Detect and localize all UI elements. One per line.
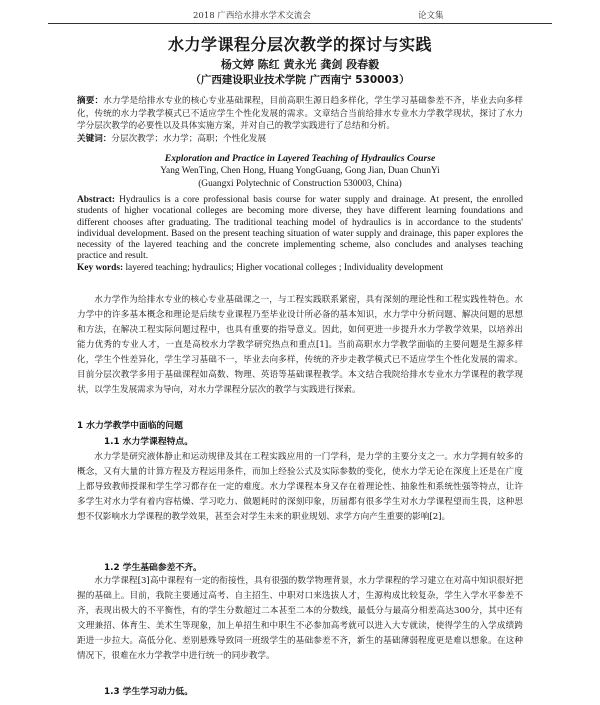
subsection-1-1 xyxy=(77,450,523,525)
paragraph-1-2: 水力学课程[3]高中课程有一定的衔接性，具有很强的数学物理背景，水力学课程的学习建立在对高中知识很好把握的基础上。目前，我院主要通过高考、自主招生、中职对口来选拔人才，生源构成比较复杂，学生入学水平参差不齐，表现出极大的不平衡性，有的学生分数超过二本甚至二本的分数线，最低分与最高分相差高达300分，其中还有文理兼招、体育生、美术生等现象，加上单招生和中职生不必参加高考就可以进入大专就读，使得学生的入学成绩跨距进一步拉大。高低分化、差别悬殊导致同一班级学生的基础参差不齐，新生的基础薄弱程度更是难以想象。在这种情况下，很难在水力学教学中进行统一的同步教学。 xyxy=(77,576,523,661)
subsection-1-2 xyxy=(77,574,523,664)
keywords-en-label: Key words: xyxy=(77,263,124,273)
section-name: 论文集 xyxy=(418,11,444,21)
subsection-heading-1-3: 1.3 学生学习动力低。 xyxy=(104,687,194,697)
keywords-en-text: layered teaching; hydraulics; Higher vocational colleges ; Individuality development xyxy=(125,263,444,273)
abstract-cn-label: 摘要： xyxy=(77,96,104,106)
english-title: Exploration and Practice in Layered Teaching of Hydraulics Course xyxy=(164,153,436,164)
paragraph-1-1: 水力学是研究液体静止和运动规律及其在工程实践应用的一门学科，是力学的主要分支之一。水力学拥有较多的概念，又有大量的计算方程及方程运用条件，而加上经验公式及实际参数的变化，使水力学无论在深度上还是在广度上都导致教师授课和学生学习都存在一定的难度。水力学课程本身又存在着理论性、抽象性和系统性强等特点，让许多学生对水力学有着内容枯燥、学习吃力、做题耗时的深刻印象，历届都有很多学生对水力学课程望而生畏，这种思想不仅影响水力学课程的教学效果，甚至会对学生未来的职业规划、求学方向产生重要的影响[2]。 xyxy=(77,452,523,522)
abstract-cn xyxy=(77,95,523,133)
running-header xyxy=(48,10,552,24)
abstract-en-text: Hydraulics is a core professional basis course for water supply and drainage. At present, the enrolled students of higher vocational colleges are becoming more diverse, they have different learning foundations and different chooses after graduating. The traditional teaching model of hydraulics is in accordance to the students' individual development. Based on the present teaching situation of water supply and drainage, this paper explores the necessity of the layered teaching and the concrete implementing scheme, also concludes and analyses teaching practice and result. xyxy=(77,195,523,262)
keywords-cn xyxy=(77,133,523,146)
english-affiliation: (Guangxi Polytechnic of Construction 530003, China) xyxy=(198,179,402,189)
conference-name: 2018 广西给水排水学术交流会 xyxy=(193,11,311,21)
abstract-en xyxy=(77,195,523,263)
subsection-heading-1-2: 1.2 学生基础参差不齐。 xyxy=(104,563,202,573)
subsection-heading-1-1: 1.1 水力学课程特点。 xyxy=(104,437,194,447)
keywords-cn-text: 分层次教学；水力学；高职；个性化发展 xyxy=(111,134,267,144)
intro-section xyxy=(77,293,523,398)
abstract-en-label: Abstract: xyxy=(77,195,116,205)
english-authors: Yang WenTing, Chen Hong, Huang YongGuang, Gong Jian, Duan ChunYi xyxy=(160,166,440,176)
section-heading-1: 1 水力学教学中面临的问题 xyxy=(77,421,183,431)
keywords-en xyxy=(77,263,523,274)
paper-title: 水力学课程分层次教学的探讨与实践 xyxy=(167,35,432,54)
paper-authors: 杨文婷 陈红 黄永光 龚剑 段春毅 xyxy=(220,58,380,71)
paper-affiliation: （广西建设职业技术学院 广西南宁 530003） xyxy=(190,74,410,86)
keywords-cn-label: 关键词： xyxy=(77,134,112,144)
intro-paragraph: 水力学作为给排水专业的核心专业基础课之一，与工程实践联系紧密，具有深刻的理论性和工程实践性特色。水力学中的许多基本概念和理论是后续专业课程乃至毕业设计所必备的基本知识，水力学中分析问题、解决问题的思想和方法，在解决工程实际问题过程中，也具有重要的指导意义。因此，如何更进一步提升水力学教学效果，以培养出能力优秀的专业人才，一直是高校水力学教学研究热点和重点[1]。当前高职水力学教学面临的主要问题是生源多样化，学生个性差异化，学生学习基础不一，毕业去向多样，传统的齐步走教学模式已不适应学生个性化发展的需求。目前分层次教学多用于基础课程如高数、物理、英语等基础课程教学。本文结合我院给排水专业水力学课程的教学现状，以学生发展需求为导向，对水力学课程分层次的教学与实践进行探索。 xyxy=(77,295,523,395)
abstract-cn-text: 水力学是给排水专业的核心专业基础课程，目前高职生源日趋多样化，学生学习基础参差不齐，毕业去向多样化，传统的水力学教学模式已不适应学生个性化发展的需求。文章结合当前给排水专业水力学教学现状，探讨了水力学分层次教学的必要性以及具体实施方案，并对自己的教学实践进行了总结和分析。 xyxy=(77,96,523,131)
